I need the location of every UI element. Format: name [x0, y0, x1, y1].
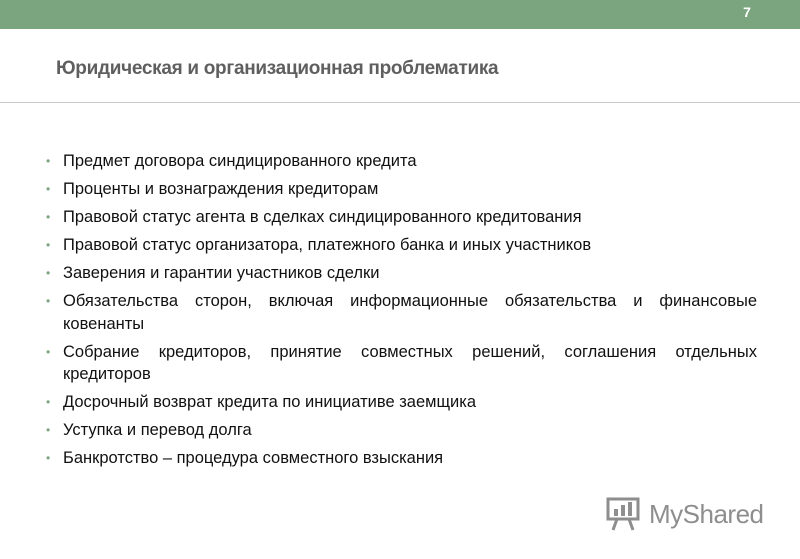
list-item [46, 206, 757, 229]
list-item-text: Собрание кредиторов, принятие совместных решений, соглашения отдельных кредиторов [63, 342, 757, 383]
list-item-text: Проценты и вознаграждения кредиторам [63, 180, 379, 198]
bullet-icon: • [46, 344, 51, 359]
list-item [46, 262, 757, 285]
bullet-icon: • [46, 423, 51, 437]
list-item-text: Заверения и гарантии участников сделки [63, 264, 380, 282]
list-item-text: Правовой статус агента в сделках синдицированного кредитования [63, 208, 582, 226]
slide-title: Юридическая и организационная проблематика [56, 58, 499, 79]
bullet-icon: • [46, 395, 51, 409]
list-item [46, 391, 757, 414]
bullet-icon: • [46, 451, 51, 465]
watermark-logo [605, 493, 765, 533]
page-number: 7 [743, 4, 751, 20]
bullet-icon: • [46, 238, 51, 252]
bullet-icon: • [46, 294, 51, 308]
list-item [46, 178, 757, 201]
list-item [46, 447, 757, 470]
bullet-icon: • [46, 266, 51, 280]
list-item [46, 234, 757, 257]
list-item-text: Предмет договора синдицированного кредита [63, 152, 417, 170]
chart-board-icon [605, 493, 645, 533]
header-bar [0, 0, 800, 29]
list-item [46, 290, 757, 335]
list-item-text: Банкротство – процедура совместного взыскания [63, 449, 444, 467]
bullet-icon: • [46, 210, 51, 224]
list-item-text: Обязательства сторон, включая информационные обязательства и финансовые ковенанты [63, 292, 757, 333]
bullet-icon: • [46, 182, 51, 196]
list-item-text: Уступка и перевод долга [63, 421, 252, 439]
list-item-text: Досрочный возврат кредита по инициативе заемщика [63, 393, 477, 411]
list-item [46, 419, 757, 442]
list-item-text: Правовой статус организатора, платежного банка и иных участников [63, 236, 592, 254]
title-divider [0, 102, 800, 103]
watermark-text: MyShared [649, 499, 764, 529]
list-item [46, 341, 757, 386]
bullet-list [46, 150, 757, 475]
bullet-icon: • [46, 154, 51, 168]
list-item [46, 150, 757, 173]
